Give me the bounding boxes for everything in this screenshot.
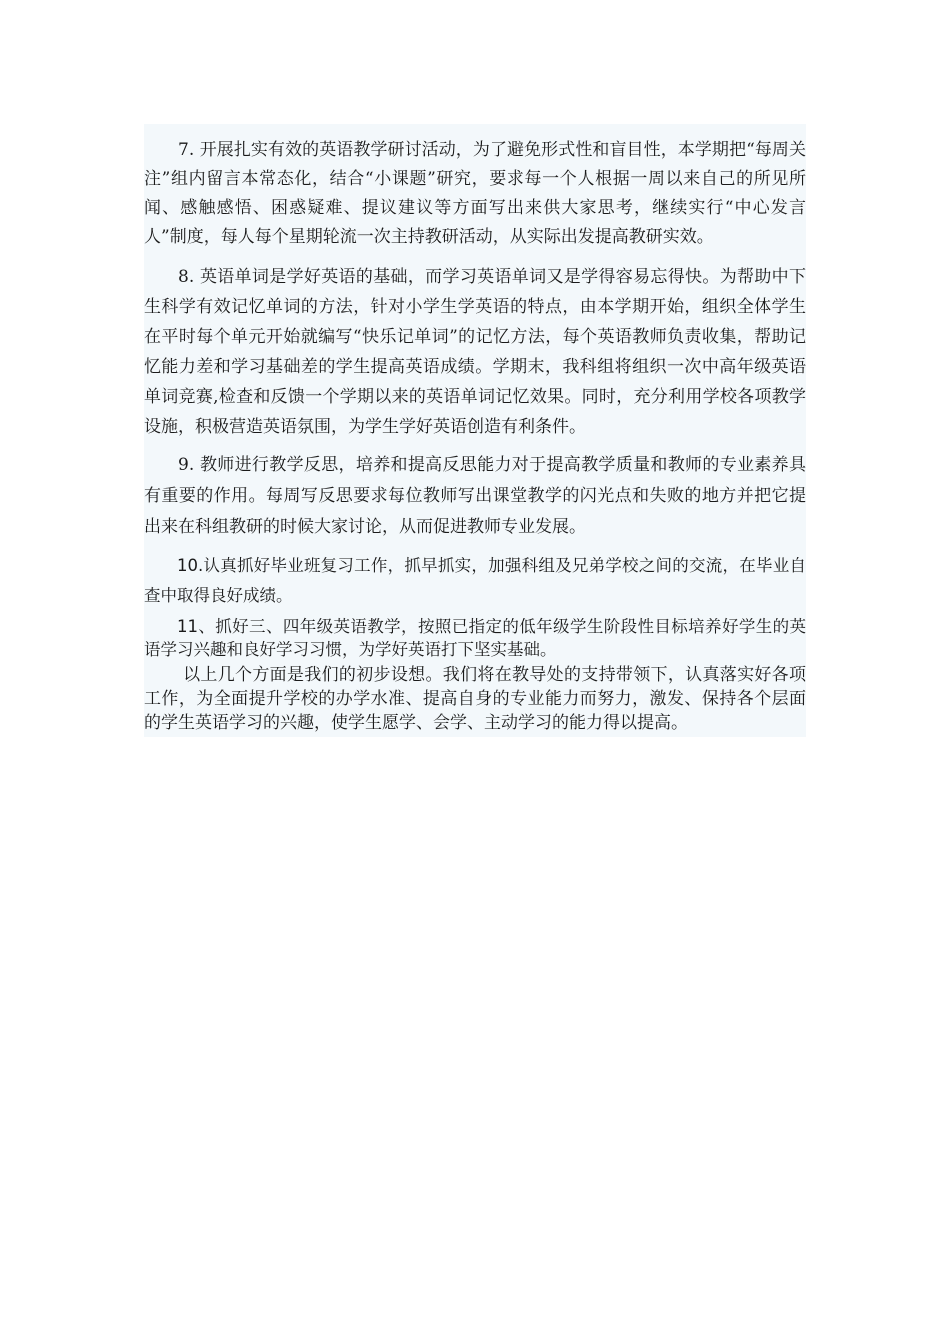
closing-paragraph: 以上几个方面是我们的初步设想。我们将在教导处的支持带领下，认真落实好各项工作，为全面提升学校的办学水准、提高自身的专业能力而努力，激发、保持各个层面的学生英语学习的兴趣，使学生愿学、会学、主动学习的能力得以提高。 (144, 665, 806, 733)
paragraph-item-10: 10.认真抓好毕业班复习工作，抓早抓实，加强科组及兄弟学校之间的交流，在毕业自查中取得良好成绩。 (144, 556, 806, 605)
document-body (144, 124, 806, 737)
paragraph-item-8: 8. 英语单词是学好英语的基础，而学习英语单词又是学得容易忘得快。为帮助中下生科学有效记忆单词的方法，针对小学生学英语的特点，由本学期开始，组织全体学生在平时每个单元开始就编写“快乐记单词”的记忆方法，每个英语教师负责收集，帮助记忆能力差和学习基础差的学生提高英语成绩。学期末，我科组将组织一次中高年级英语单词竞赛,检查和反馈一个学期以来的英语单词记忆效果。同时，充分利用学校各项教学设施，积极营造英语氛围，为学生学好英语创造有利条件。 (144, 267, 806, 437)
paragraph-item-11: 11、抓好三、四年级英语教学，按照已指定的低年级学生阶段性目标培养好学生的英语学习兴趣和良好学习习惯，为学好英语打下坚实基础。 (144, 617, 806, 659)
paragraph-item-7: 7. 开展扎实有效的英语教学研讨活动，为了避免形式性和盲目性，本学期把“每周关注”组内留言本常态化，结合“小课题”研究，要求每一个人根据一周以来自己的所见所闻、感触感悟、困惑疑难、提议建议等方面写出来供大家思考，继续实行“中心发言人”制度，每人每个星期轮流一次主持教研活动，从实际出发提高教研实效。 (144, 140, 806, 247)
paragraph-item-9: 9. 教师进行教学反思，培养和提高反思能力对于提高教学质量和教师的专业素养具有重要的作用。每周写反思要求每位教师写出课堂教学的闪光点和失败的地方并把它提出来在科组教研的时候大家讨论，从而促进教师专业发展。 (144, 455, 806, 537)
